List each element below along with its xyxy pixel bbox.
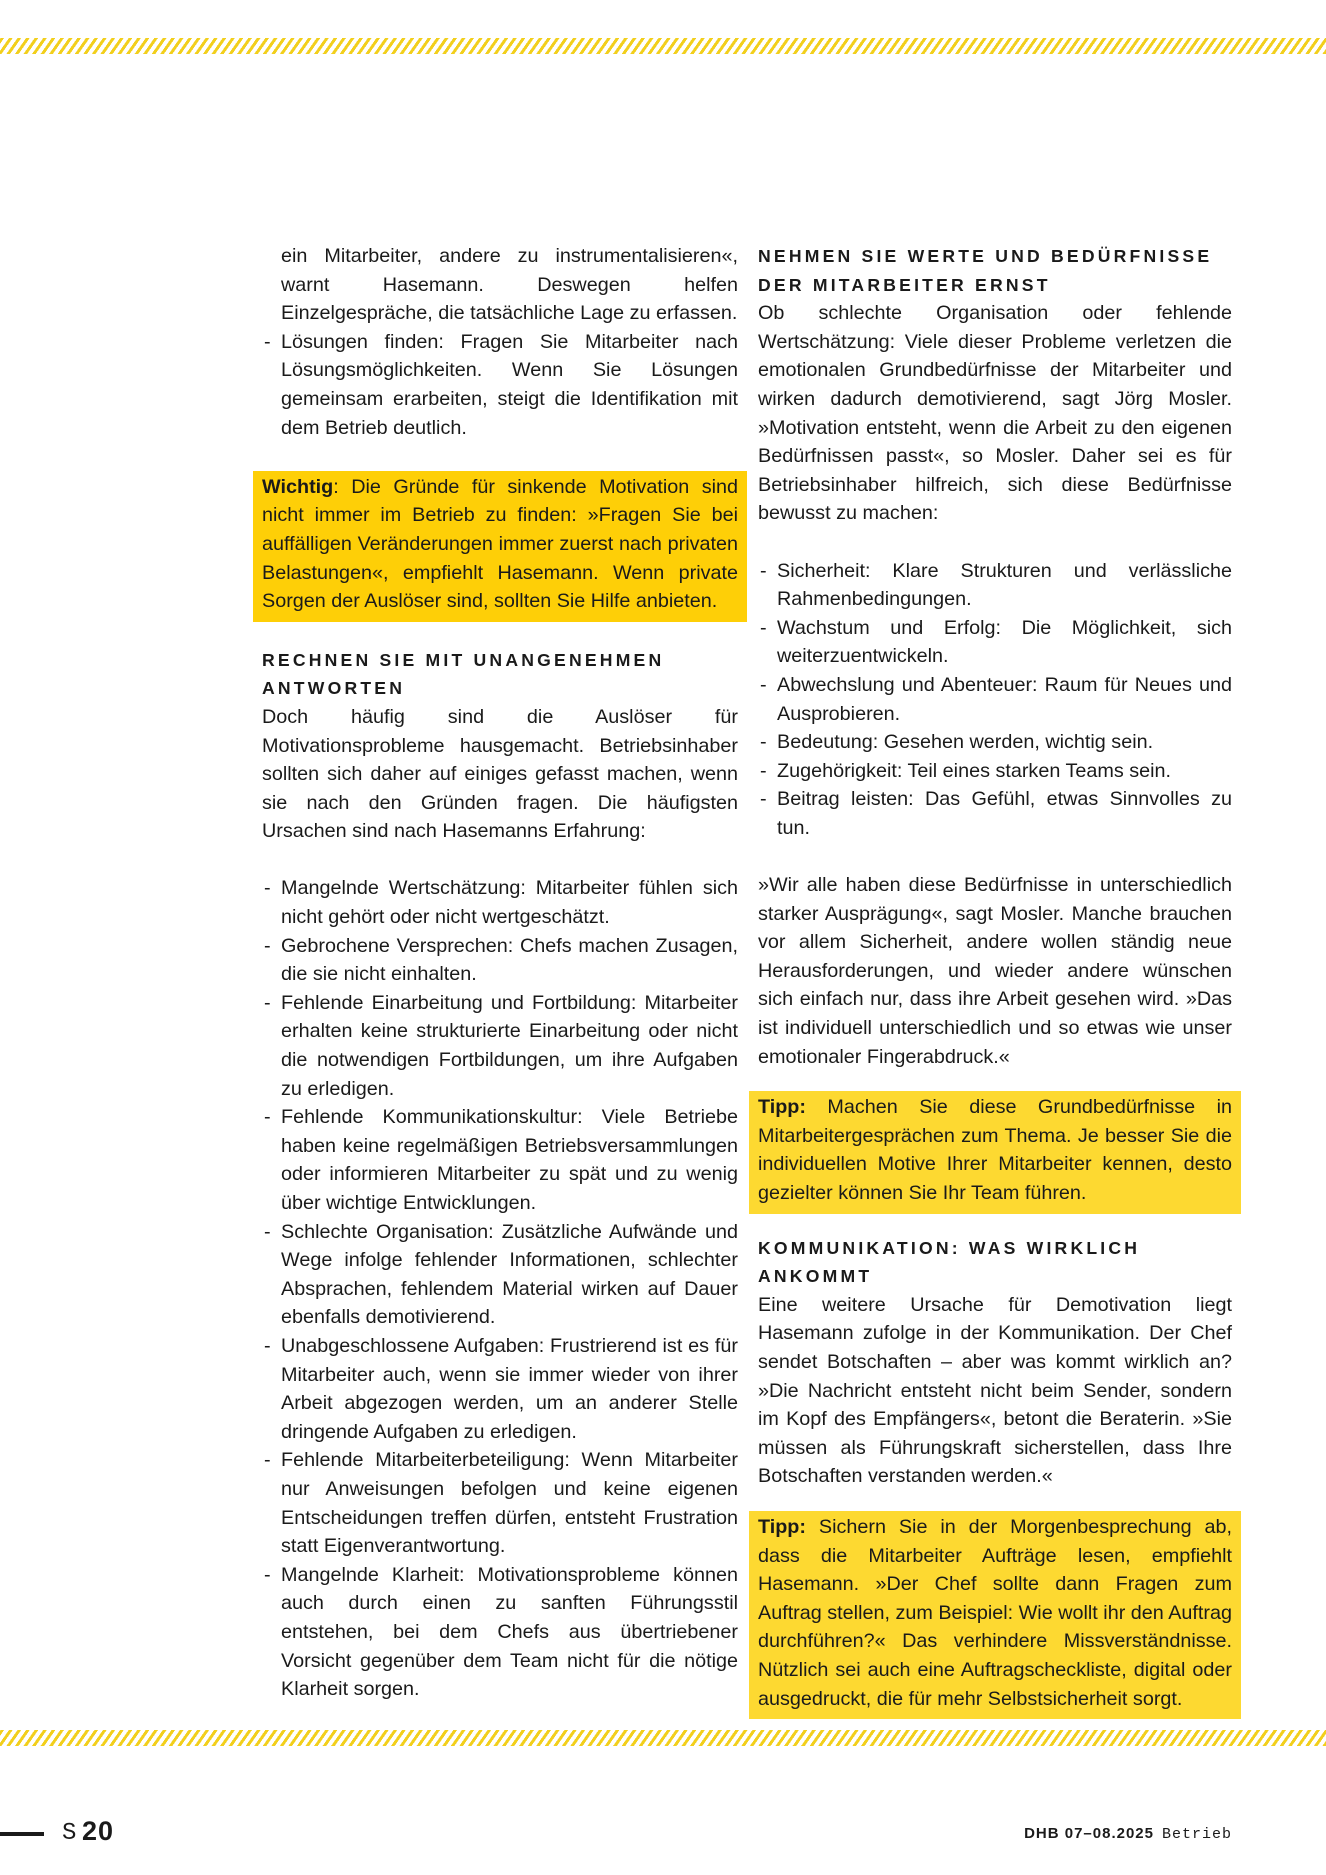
intro-list	[262, 328, 738, 442]
list-item: - Zugehörigkeit: Teil eines starken Teams sein.	[758, 757, 1232, 786]
page-prefix: S	[62, 1820, 77, 1847]
list-item: - Sicherheit: Klare Strukturen und verlässliche Rahmenbedingungen.	[758, 557, 1232, 614]
needs-list	[758, 557, 1232, 843]
section-paragraph: Doch häufig sind die Auslöser für Motivationsprobleme hausgemacht. Betriebsinhaber sollten sich daher auf einiges gefasst machen, wenn sie nach den Gründen fragen. Die häufigsten Ursachen sind nach Hasemanns Erfahrung:	[262, 705, 738, 843]
right-column	[758, 242, 1232, 1719]
causes-list	[262, 874, 738, 1703]
tip-text: Sichern Sie in der Morgenbesprechung ab, dass die Mitarbeiter Aufträge lesen, empfiehlt Hasemann. »Der Chef sollte dann Fragen zum Auftrag stellen, zum Beispiel: Wie wollt ihr den Auftrag durchführen?« Das verhindere Missverständnisse. Nützlich sei auch eine Auftragscheckliste, digital oder ausgedruckt, die für mehr Selbstsicherheit sorgt.	[758, 1515, 1232, 1710]
list-item: - Beitrag leisten: Das Gefühl, etwas Sinnvolles zu tun.	[758, 785, 1232, 842]
list-item: - Schlechte Organisation: Zusätzliche Aufwände und Wege infolge fehlender Informationen, schlechter Absprachen, fehlendem Material wirken auf Dauer ebenfalls demotivierend.	[262, 1218, 738, 1332]
section-name: Betrieb	[1161, 1826, 1232, 1843]
tip-label: Tipp:	[758, 1515, 806, 1538]
list-item: - Unabgeschlossene Aufgaben: Frustrierend ist es für Mitarbeiter auch, wenn sie immer wieder von ihrer Arbeit abgezogen werden, um an anderer Stelle dringende Aufgaben zu erledigen.	[262, 1332, 738, 1446]
list-item: - Fehlende Einarbeitung und Fortbildung: Mitarbeiter erhalten keine strukturierte Einarbeitung oder nicht die notwendigen Fortbildungen, um ihre Aufgaben zu erledigen.	[262, 989, 738, 1103]
important-label: Wichtig	[262, 475, 334, 498]
list-item: - Abwechslung und Abenteuer: Raum für Neues und Ausprobieren.	[758, 671, 1232, 728]
section-heading: NEHMEN SIE WERTE UND BEDÜRFNISSE DER MITARBEITER ERNST	[758, 246, 1213, 295]
top-hatch-stripe	[0, 38, 1326, 54]
tip-box	[749, 1511, 1241, 1719]
tip-label: Tipp:	[758, 1096, 806, 1119]
bottom-hatch-stripe	[0, 1730, 1326, 1746]
list-item: - Fehlende Mitarbeiterbeteiligung: Wenn Mitarbeiter nur Anweisungen befolgen und keine eigenen Entscheidungen treffen dürfen, entsteht Frustration statt Eigenverantwortung.	[262, 1446, 738, 1560]
section-paragraph: Eine weitere Ursache für Demotivation liegt Hasemann zufolge in der Kommunikation. Der Chef sendet Botschaften – aber was kommt wirklich an? »Die Nachricht entsteht nicht beim Sender, sondern im Kopf des Empfängers«, betont die Beraterin. »Sie müssen als Führungskraft sicherstellen, dass Ihre Botschaften verstanden werden.«	[758, 1293, 1232, 1488]
footer-rule	[0, 1832, 44, 1836]
section-paragraph: »Wir alle haben diese Bedürfnisse in unterschiedlich starker Ausprägung«, sagt Mosler. Manche brauchen vor allem Sicherheit, andere wollen ständig neue Herausforderungen, und wieder andere wünschen sich einfach nur, dass ihre Arbeit gesehen wird. »Das ist individuell unterschiedlich und so etwas wie unser emotionaler Fingerabdruck.«	[758, 874, 1232, 1068]
tip-text: Machen Sie diese Grundbedürfnisse in Mitarbeitergesprächen zum Thema. Je besser Sie die individuellen Motive Ihrer Mitarbeiter kennen, desto gezielter können Sie Ihr Team führen.	[758, 1096, 1232, 1204]
section-heading: KOMMUNIKATION: WAS WIRKLICH ANKOMMT	[758, 1237, 1141, 1287]
list-item: - Gebrochene Versprechen: Chefs machen Zusagen, die sie nicht einhalten.	[262, 932, 738, 989]
list-item: - Bedeutung: Gesehen werden, wichtig sein.	[758, 728, 1232, 757]
list-item: - Wachstum und Erfolg: Die Möglichkeit, sich weiterzuentwickeln.	[758, 614, 1232, 671]
list-item: - Mangelnde Wertschätzung: Mitarbeiter fühlen sich nicht gehört oder nicht wertgeschätzt.	[262, 874, 738, 931]
list-item: - Fehlende Kommunikationskultur: Viele Betriebe haben keine regelmäßigen Betriebsversammlungen oder informieren Mitarbeiter zu spät und zu wenig über wichtige Entwicklungen.	[262, 1103, 738, 1217]
intro-continuation: ein Mitarbeiter, andere zu instrumentalisieren«, warnt Hasemann. Deswegen helfen Einzelgespräche, die tatsächliche Lage zu erfassen.	[281, 245, 738, 325]
footer-publication	[1024, 1825, 1232, 1843]
left-column	[262, 242, 738, 1704]
important-note-box	[253, 471, 747, 622]
tip-box	[749, 1091, 1241, 1213]
important-text: : Die Gründe für sinkende Motivation sind nicht immer im Betrieb zu finden: »Fragen Sie bei auffälligen Veränderungen immer zuerst nach privaten Belastungen«, empfiehlt Hasemann. Wenn private Sorgen der Auslöser sind, sollten Sie Hilfe anbieten.	[262, 475, 738, 613]
list-item: - Lösungen finden: Fragen Sie Mitarbeiter nach Lösungsmöglichkeiten. Wenn Sie Lösungen gemeinsam erarbeiten, steigt die Identifikation mit dem Betrieb deutlich.	[262, 328, 738, 442]
section-paragraph: Ob schlechte Organisation oder fehlende Wertschätzung: Viele dieser Probleme verletzen die emotionalen Grundbedürfnisse der Mitarbeiter und wirken dadurch demotivierend, sagt Jörg Mosler. »Motivation entsteht, wenn die Arbeit zu den eigenen Bedürfnissen passt«, so Mosler. Daher sei es für Betriebsinhaber hilfreich, sich diese Bedürfnisse bewusst zu machen:	[758, 302, 1232, 525]
section-heading: RECHNEN SIE MIT UNANGENEHMEN ANTWORTEN	[262, 649, 665, 699]
list-item: - Mangelnde Klarheit: Motivationsprobleme können auch durch einen zu sanften Führungsstil entstehen, bei dem Chefs aus übertriebener Vorsicht gegenüber dem Team nicht für die nötige Klarheit sorgen.	[262, 1561, 738, 1704]
magazine-issue: DHB 07–08.2025	[1024, 1825, 1154, 1842]
page-number: 20	[82, 1816, 115, 1846]
